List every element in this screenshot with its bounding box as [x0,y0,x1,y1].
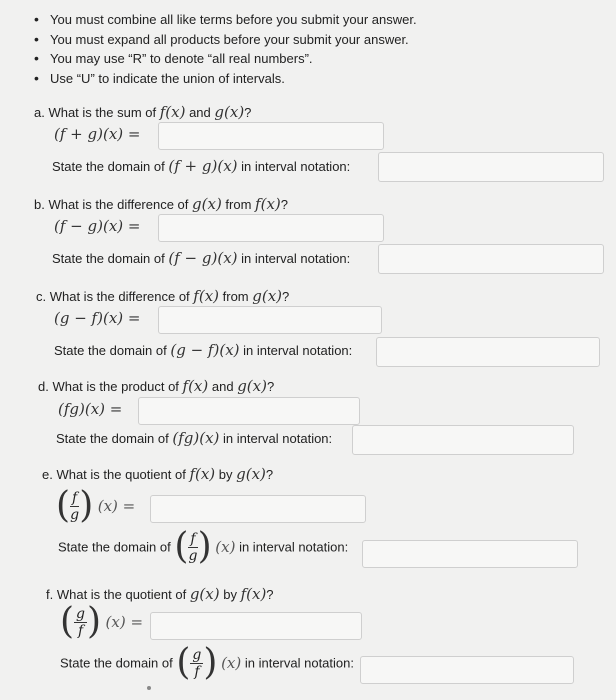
domain-label-b: State the domain of (f − g)(x) in interval notation: [52,249,351,267]
expr-b: (f − g)(x) = [54,217,141,235]
expr-c: (g − f)(x) = [54,309,141,327]
answer-input-b[interactable] [158,214,384,242]
domain-input-f[interactable] [360,656,574,684]
question-f: f. What is the quotient of g(x) by f(x)? [46,585,274,603]
domain-label-a: State the domain of (f + g)(x) in interval notation: [52,157,351,175]
domain-input-a[interactable] [378,152,604,182]
expr-d: (fg)(x) = [58,400,123,418]
instructions-list [34,10,417,88]
domain-input-b[interactable] [378,244,604,274]
question-d: d. What is the product of f(x) and g(x)? [38,377,275,395]
expr-f: ( $\frac{g}{f}$ ) (x) = [60,601,144,642]
question-b: b. What is the difference of g(x) from f(x)? [34,195,288,213]
domain-label-e: State the domain of ( $\frac{f}{g}$ ) (x) in interval notation: [58,526,349,567]
domain-input-e[interactable] [362,540,578,568]
answer-input-e[interactable] [150,495,366,523]
fraction-g-over-f: $\frac{g}{f}$ [76,605,86,639]
domain-input-c[interactable] [376,337,600,367]
answer-input-c[interactable] [158,306,382,334]
answer-input-a[interactable] [158,122,384,150]
fraction-g-over-f: $\frac{g}{f}$ [192,646,202,680]
answer-input-f[interactable] [150,612,362,640]
question-a: a. What is the sum of f(x) and g(x)? [34,103,252,121]
instruction-item: • You must expand all products before your submit your answer. [34,30,417,50]
instruction-item: • Use “U” to indicate the union of intervals. [34,69,417,89]
stray-dot [147,686,151,690]
expr-a: (f + g)(x) = [54,125,141,143]
answer-input-d[interactable] [138,397,360,425]
expr-e: ( $\frac{f}{g}$ ) (x) = [56,485,136,526]
question-e: e. What is the quotient of f(x) by g(x)? [42,465,274,483]
domain-label-d: State the domain of (fg)(x) in interval notation: [56,429,333,447]
domain-label-f: State the domain of ( $\frac{g}{f}$ ) (x) in interval notation: [60,642,354,683]
instruction-item: • You must combine all like terms before you submit your answer. [34,10,417,30]
question-c: c. What is the difference of f(x) from g(x)? [36,287,290,305]
fraction-f-over-g: $\frac{f}{g}$ [70,489,80,523]
fraction-f-over-g: $\frac{f}{g}$ [188,530,198,564]
instruction-item: • You may use “R” to denote “all real numbers”. [34,49,417,69]
domain-label-c: State the domain of (g − f)(x) in interval notation: [54,341,353,359]
domain-input-d[interactable] [352,425,574,455]
